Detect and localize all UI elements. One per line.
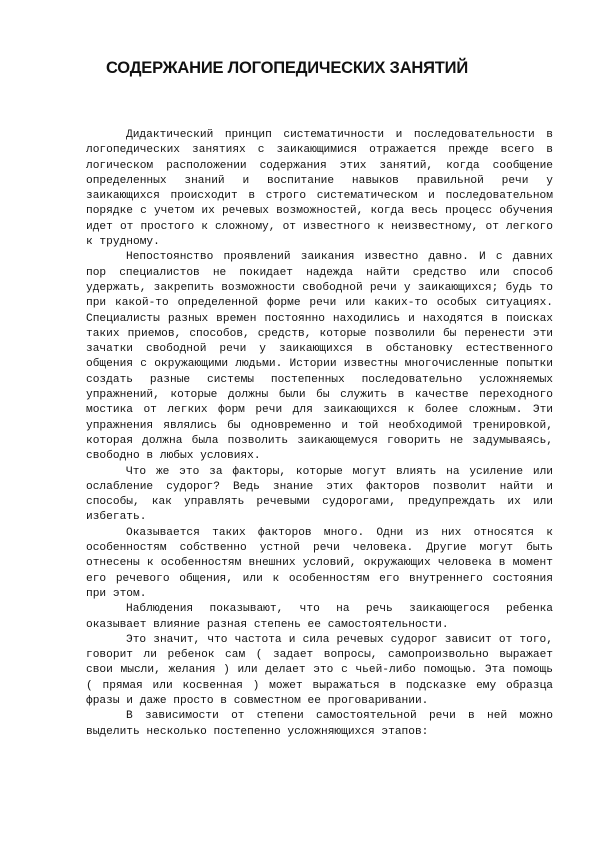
document-body	[86, 128, 553, 740]
paragraph: В зависимости от степени самостоятельной речи в ней можно выделить несколько постепенно усложняющихся этапов:	[86, 710, 553, 738]
paragraph: Наблюдения показывают, что на речь заикающегося ребенка оказывает влияние разная степень ее самостоятельности.	[86, 603, 553, 631]
paragraph: Это значит, что частота и сила речевых судорог зависит от того, говорит ли ребенок сам ( задает вопросы, самопроизвольно выражает свои мысли, желания ) или делает это с чьей-либо помощью. Эта помощь ( прямая или косвенная ) может выражаться в подсказке ему образца фразы и даже просто в совместном ее проговаривании.	[86, 633, 553, 707]
document-title: СОДЕРЖАНИЕ ЛОГОПЕДИЧЕСКИХ ЗАНЯТИЙ	[106, 59, 468, 77]
paragraph: Дидактический принцип систематичности и последовательности в логопедических занятиях с заикающимися отражается прежде всего в логическом расположении содержания этих занятий, когда сообщение определенных знаний и воспитание навыков правильной речи у заикающихся происходит в строго систематическом и последовательном порядке с учетом их речевых возможностей, когда весь процесс обучения идет от простого к сложному, от известного к неизвестному, от легкого к трудному.	[86, 129, 553, 249]
paragraph: Непостоянство проявлений заикания известно давно. И с давних пор специалистов не покидает надежда найти средство или способ удержать, закрепить возможности свободной речи у заикающихся; будь то при какой-то определенной форме речи или каких-то особых ситуациях. Специалисты разных времен постоянно находились и находятся в поисках таких приемов, способов, средств, которые позволили бы перенести эти зачатки свободной речи у заикающихся в обстановку естественного общения с окружающими людьми. Истории известны многочисленные попытки создать разные системы постепенных последовательно усложняемых упражнений, которые должны были бы служить в качестве переходного мостика от легких форм речи для заикающихся к более сложным. Эти упражнения являлись бы одновременно и той необходимой тренировкой, которая должна была позволить заикающемуся говорить не задумываясь, свободно в любых условиях.	[86, 251, 553, 463]
paragraph: Оказывается таких факторов много. Одни из них относятся к особенностям собственно устной речи человека. Другие могут быть отнесены к особенностям внешних условий, окружающих человека в момент его речевого общения, или к особенностям его внутреннего состояния при этом.	[86, 526, 553, 600]
paragraph: Что же это за факторы, которые могут влиять на усиление или ослабление судорог? Ведь знание этих факторов позволит найти и способы, как управлять речевыми судорогами, предупреждать их или избегать.	[86, 465, 553, 524]
